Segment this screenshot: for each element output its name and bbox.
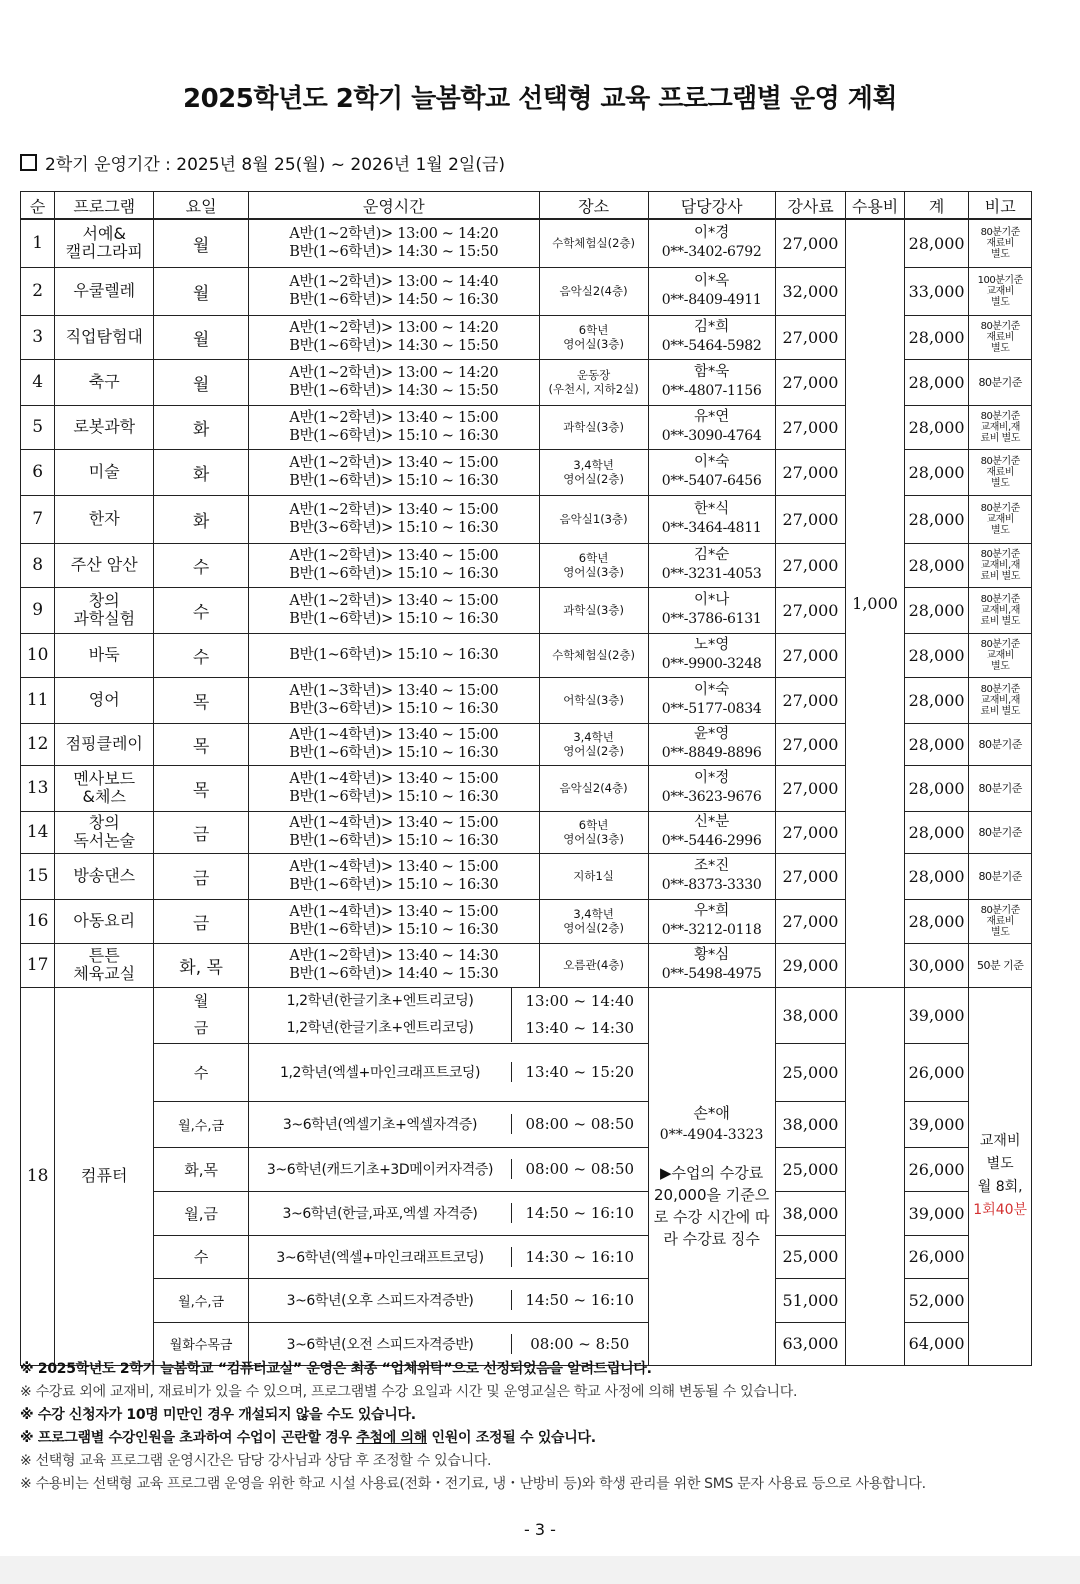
day-cell: 목 bbox=[154, 723, 249, 765]
teacher-cell bbox=[648, 267, 775, 315]
program-name: 영어 bbox=[55, 677, 154, 723]
row-number: 5 bbox=[21, 405, 55, 449]
note-cell: 80분기준 bbox=[969, 765, 1032, 811]
table-row bbox=[21, 987, 1032, 1043]
row-number: 18 bbox=[21, 987, 55, 1365]
day-cell: 월,수,금 bbox=[154, 1278, 249, 1322]
time-cell: A반(1~3학년)> 13:40 ~ 15:00 B반(3~6학년)> 15:10 ~ 16:30 bbox=[249, 677, 540, 723]
teacher-cell bbox=[648, 449, 775, 495]
header-cell: 프로그램 bbox=[55, 192, 154, 220]
program-name: 한자 bbox=[55, 495, 154, 543]
split-row bbox=[249, 1203, 648, 1223]
place-cell: 어학실(3층) bbox=[539, 677, 648, 723]
program-table bbox=[20, 191, 1032, 1366]
fee-cell: 27,000 bbox=[775, 723, 846, 765]
note-cell: 80분기준 교재비,재 료비 별도 bbox=[969, 587, 1032, 633]
row-number: 16 bbox=[21, 899, 55, 943]
time-cell: 08:00 ~ 08:50 bbox=[525, 1160, 635, 1178]
time-text: 13:00 ~ 14:40 bbox=[525, 992, 635, 1010]
footnotes bbox=[20, 1358, 1060, 1496]
day-cell: 월,금 bbox=[154, 1191, 249, 1235]
row-number: 6 bbox=[21, 449, 55, 495]
day-cell: 수 bbox=[154, 633, 249, 677]
day-cell: 화 bbox=[154, 449, 249, 495]
day-cell: 수 bbox=[154, 587, 249, 633]
note-text: 월 8회, bbox=[977, 1179, 1023, 1195]
note-cell: 80분기준 bbox=[969, 853, 1032, 899]
fee-cell: 27,000 bbox=[775, 359, 846, 405]
teacher-name: 이*숙 bbox=[693, 682, 730, 698]
teacher-phone: 0**-3231-4053 bbox=[661, 566, 762, 582]
fee-cell: 25,000 bbox=[775, 1043, 846, 1101]
teacher-cell bbox=[648, 219, 775, 267]
course-time-cell bbox=[249, 1101, 649, 1147]
teacher-note: ▶수업의 수강료 20,000을 기준으로 수강 시간에 따라 수강료 징수 bbox=[653, 1164, 770, 1248]
row-number: 3 bbox=[21, 315, 55, 359]
footnote: ※ 수강 신청자가 10명 미만인 경우 개설되지 않을 수도 있습니다. bbox=[20, 1407, 416, 1423]
day-cell: 월 bbox=[154, 219, 249, 267]
note-cell: 50분 기준 bbox=[969, 943, 1032, 987]
program-name: 주산 암산 bbox=[55, 543, 154, 587]
row-number: 9 bbox=[21, 587, 55, 633]
day-cell: 금 bbox=[154, 811, 249, 853]
note-cell: 80분기준 교재비,재 료비 별도 bbox=[969, 543, 1032, 587]
fee-cell: 27,000 bbox=[775, 495, 846, 543]
place-cell: 3,4학년 영어실(2층) bbox=[539, 723, 648, 765]
fee-cell: 27,000 bbox=[775, 899, 846, 943]
place-cell: 과학실(3층) bbox=[539, 405, 648, 449]
fee-cell: 27,000 bbox=[775, 853, 846, 899]
period-text: 2학기 운영기간 : 2025년 8월 25(월) ~ 2026년 1월 2일(금) bbox=[45, 155, 506, 175]
row-number: 11 bbox=[21, 677, 55, 723]
place-cell: 음악실2(4층) bbox=[539, 267, 648, 315]
fee-cell: 27,000 bbox=[775, 811, 846, 853]
teacher-phone: 0**-5446-2996 bbox=[661, 833, 762, 849]
course-time-cell bbox=[249, 1043, 649, 1101]
fee-cell: 27,000 bbox=[775, 219, 846, 267]
program-name: 튼튼 체육교실 bbox=[55, 943, 154, 987]
day-text: 월 bbox=[193, 992, 209, 1010]
split-row bbox=[249, 1247, 648, 1267]
time-cell: A반(1~2학년)> 13:40 ~ 15:00 B반(1~6학년)> 15:10 ~ 16:30 bbox=[249, 449, 540, 495]
course-time-cell bbox=[249, 1235, 649, 1278]
total-cell: 28,000 bbox=[904, 765, 969, 811]
split-table bbox=[249, 1290, 648, 1310]
footnote: ※ 선택형 교육 프로그램 운영시간은 담당 강사님과 상담 후 조정할 수 있습니다. bbox=[20, 1453, 492, 1469]
note-cell: 80분기준 재료비 별도 bbox=[969, 899, 1032, 943]
course-desc: 1,2학년(엑셀+마인크래프트코딩) bbox=[249, 1062, 512, 1082]
course-time-cell bbox=[249, 1147, 649, 1191]
teacher-cell bbox=[648, 677, 775, 723]
time-cell: A반(1~2학년)> 13:00 ~ 14:20 B반(1~6학년)> 14:30 ~ 15:50 bbox=[249, 315, 540, 359]
time-cell: A반(1~2학년)> 13:40 ~ 15:00 B반(1~6학년)> 15:10 ~ 16:30 bbox=[249, 405, 540, 449]
split-table bbox=[249, 1062, 648, 1082]
header-cell: 순 bbox=[21, 192, 55, 220]
place-cell: 3,4학년 영어실(2층) bbox=[539, 449, 648, 495]
teacher-name: 이*옥 bbox=[693, 273, 730, 289]
day-cell: 목 bbox=[154, 677, 249, 723]
day-cell: 목 bbox=[154, 765, 249, 811]
day-cell: 월,수,금 bbox=[154, 1101, 249, 1147]
split-table bbox=[249, 1203, 648, 1223]
course-desc: 3~6학년(오전 스피드자격증반) bbox=[249, 1334, 512, 1354]
split-row bbox=[249, 1334, 648, 1354]
split-table bbox=[249, 1159, 648, 1179]
row-number: 12 bbox=[21, 723, 55, 765]
time-text: 13:40 ~ 14:30 bbox=[525, 1019, 635, 1037]
time-cell: 08:00 ~ 8:50 bbox=[530, 1334, 630, 1353]
course-time-cell bbox=[249, 1278, 649, 1322]
header-cell: 강사료 bbox=[775, 192, 846, 220]
note-text-red: 1회40분 bbox=[973, 1202, 1028, 1218]
program-name: 직업탐험대 bbox=[55, 315, 154, 359]
program-name: 우쿨렐레 bbox=[55, 267, 154, 315]
total-cell: 28,000 bbox=[904, 811, 969, 853]
header-cell: 담당강사 bbox=[648, 192, 775, 220]
fee-cell: 32,000 bbox=[775, 267, 846, 315]
time-cell: A반(1~2학년)> 13:00 ~ 14:40 B반(1~6학년)> 14:50 ~ 16:30 bbox=[249, 267, 540, 315]
program-name: 서예& 캘리그라피 bbox=[55, 219, 154, 267]
note-cell: 80분기준 교재비 별도 bbox=[969, 633, 1032, 677]
place-cell: 6학년 영어실(3층) bbox=[539, 811, 648, 853]
time-cell: B반(1~6학년)> 15:10 ~ 16:30 bbox=[249, 633, 540, 677]
fee-cell: 25,000 bbox=[775, 1147, 846, 1191]
course-desc: 1,2학년(한글기초+엔트리코딩) bbox=[286, 1020, 474, 1036]
split-row bbox=[249, 988, 648, 1042]
header-cell: 운영시간 bbox=[249, 192, 540, 220]
split-row bbox=[249, 1114, 648, 1134]
program-name: 방송댄스 bbox=[55, 853, 154, 899]
operation-period bbox=[20, 150, 505, 175]
total-cell: 28,000 bbox=[904, 899, 969, 943]
page-title: 2025학년도 2학기 늘봄학교 선택형 교육 프로그램별 운영 계획 bbox=[183, 84, 897, 114]
fee-cell: 27,000 bbox=[775, 449, 846, 495]
time-cell: 14:50 ~ 16:10 bbox=[525, 1204, 635, 1222]
teacher-phone: 0**-9900-3248 bbox=[661, 656, 762, 672]
split-row bbox=[249, 1159, 648, 1179]
header-cell: 수용비 bbox=[846, 192, 905, 220]
place-cell: 지하1실 bbox=[539, 853, 648, 899]
time-cell: A반(1~2학년)> 13:40 ~ 14:30 B반(1~6학년)> 14:40 ~ 15:30 bbox=[249, 943, 540, 987]
course-desc: 3~6학년(한글,파포,엑셀 자격증) bbox=[249, 1203, 512, 1223]
footnote: ※ 수강료 외에 교재비, 재료비가 있을 수 있으며, 프로그램별 수강 요일과 시간 및 운영교실은 학교 사정에 의해 변동될 수 있습니다. bbox=[20, 1384, 798, 1400]
teacher-cell bbox=[648, 723, 775, 765]
header-cell: 장소 bbox=[539, 192, 648, 220]
total-cell: 39,000 bbox=[904, 1101, 969, 1147]
split-table bbox=[249, 1247, 648, 1267]
teacher-name: 한*식 bbox=[693, 501, 730, 517]
teacher-cell bbox=[648, 315, 775, 359]
split-table bbox=[249, 1114, 648, 1134]
teacher-name: 신*분 bbox=[693, 814, 730, 830]
total-cell: 28,000 bbox=[904, 449, 969, 495]
note-cell bbox=[969, 987, 1032, 1365]
teacher-cell bbox=[648, 943, 775, 987]
place-cell: 3,4학년 영어실(2층) bbox=[539, 899, 648, 943]
time-cell: A반(1~2학년)> 13:40 ~ 15:00 B반(3~6학년)> 15:10 ~ 16:30 bbox=[249, 495, 540, 543]
note-cell: 80분기준 교재비 별도 bbox=[969, 495, 1032, 543]
program-name: 미술 bbox=[55, 449, 154, 495]
time-cell: A반(1~4학년)> 13:40 ~ 15:00 B반(1~6학년)> 15:10 ~ 16:30 bbox=[249, 723, 540, 765]
fee-cell: 27,000 bbox=[775, 315, 846, 359]
total-cell: 28,000 bbox=[904, 359, 969, 405]
page-number: - 3 - bbox=[524, 1520, 556, 1539]
fee-cell: 27,000 bbox=[775, 765, 846, 811]
course-desc: 3~6학년(엑셀+마인크래프트코딩) bbox=[249, 1247, 512, 1267]
teacher-cell bbox=[648, 987, 775, 1365]
fee-cell: 38,000 bbox=[775, 1101, 846, 1147]
teacher-name: 우*희 bbox=[693, 903, 730, 919]
time-cell: A반(1~2학년)> 13:00 ~ 14:20 B반(1~6학년)> 14:30 ~ 15:50 bbox=[249, 219, 540, 267]
teacher-phone: 0**-5464-5982 bbox=[661, 338, 762, 354]
teacher-name: 이*숙 bbox=[693, 454, 730, 470]
total-cell: 39,000 bbox=[904, 987, 969, 1043]
day-text: 금 bbox=[193, 1019, 209, 1037]
teacher-phone: 0**-3402-6792 bbox=[661, 244, 762, 261]
teacher-cell bbox=[648, 765, 775, 811]
note-cell: 80분기준 bbox=[969, 811, 1032, 853]
footnote: ※ 프로그램별 수강인원을 초과하여 수업이 곤란할 경우 추첨에 의해 인원이 조정될 수 있습니다. bbox=[20, 1430, 596, 1446]
teacher-phone: 0**-3212-0118 bbox=[661, 922, 762, 938]
teacher-phone: 0**-8409-4911 bbox=[661, 292, 762, 308]
time-cell: A반(1~4학년)> 13:40 ~ 15:00 B반(1~6학년)> 15:10 ~ 16:30 bbox=[249, 765, 540, 811]
teacher-cell bbox=[648, 633, 775, 677]
day-cell: 금 bbox=[154, 899, 249, 943]
teacher-cell bbox=[648, 543, 775, 587]
note-cell: 80분기준 bbox=[969, 723, 1032, 765]
teacher-name: 김*희 bbox=[693, 319, 730, 335]
course-desc: 1,2학년(한글기초+엔트리코딩) bbox=[286, 993, 474, 1009]
teacher-name: 윤*영 bbox=[693, 726, 730, 742]
time-cell: 14:50 ~ 16:10 bbox=[525, 1291, 635, 1309]
teacher-phone: 0**-5498-4975 bbox=[661, 966, 762, 982]
teacher-phone: 0**-5177-0834 bbox=[661, 701, 762, 717]
note-cell: 80분기준 재료비 별도 bbox=[969, 449, 1032, 495]
time-cell: 13:40 ~ 15:20 bbox=[525, 1063, 635, 1081]
program-name: 아동요리 bbox=[55, 899, 154, 943]
course-desc: 3~6학년(오후 스피드자격증반) bbox=[249, 1290, 512, 1310]
teacher-name: 조*진 bbox=[693, 858, 730, 874]
footnote: ※ 2025학년도 2학기 늘봄학교 “컴퓨터교실” 운영은 최종 “업체위탁”으로 선정되었음을 알려드립니다. bbox=[20, 1361, 652, 1377]
teacher-cell bbox=[648, 853, 775, 899]
teacher-name: 이*나 bbox=[693, 592, 730, 608]
teacher-cell bbox=[648, 359, 775, 405]
teacher-cell bbox=[648, 811, 775, 853]
course-time-cell bbox=[249, 987, 649, 1043]
fee-cell: 38,000 bbox=[775, 987, 846, 1043]
teacher-phone: 0**-4807-1156 bbox=[661, 383, 762, 399]
total-cell: 26,000 bbox=[904, 1235, 969, 1278]
time-cell: 08:00 ~ 08:50 bbox=[525, 1115, 635, 1133]
course-desc: 3~6학년(엑셀기초+엑셀자격증) bbox=[249, 1114, 512, 1134]
teacher-phone: 0**-8373-3330 bbox=[661, 877, 762, 893]
teacher-phone: 0**-8849-8896 bbox=[661, 745, 762, 761]
day-cell: 화,목 bbox=[154, 1147, 249, 1191]
time-cell: A반(1~2학년)> 13:40 ~ 15:00 B반(1~6학년)> 15:10 ~ 16:30 bbox=[249, 587, 540, 633]
teacher-phone: 0**-3464-4811 bbox=[661, 520, 762, 536]
table-header-row bbox=[21, 192, 1032, 220]
day-cell: 화 bbox=[154, 495, 249, 543]
teacher-name: 이*경 bbox=[693, 225, 730, 242]
row-number: 15 bbox=[21, 853, 55, 899]
place-cell: 6학년 영어실(3층) bbox=[539, 315, 648, 359]
course-time-cell bbox=[249, 1191, 649, 1235]
row-number: 10 bbox=[21, 633, 55, 677]
teacher-phone: 0**-3623-9676 bbox=[661, 789, 762, 805]
total-cell: 28,000 bbox=[904, 405, 969, 449]
day-cell bbox=[154, 987, 249, 1043]
total-cell: 26,000 bbox=[904, 1147, 969, 1191]
program-name: 창의 독서논술 bbox=[55, 811, 154, 853]
time-cell bbox=[512, 988, 648, 1042]
fee-cell: 29,000 bbox=[775, 943, 846, 987]
row-number: 7 bbox=[21, 495, 55, 543]
day-cell: 수 bbox=[154, 1043, 249, 1101]
header-cell: 계 bbox=[904, 192, 969, 220]
time-cell: A반(1~4학년)> 13:40 ~ 15:00 B반(1~6학년)> 15:10 ~ 16:30 bbox=[249, 853, 540, 899]
place-cell: 6학년 영어실(3층) bbox=[539, 543, 648, 587]
day-cell: 화, 목 bbox=[154, 943, 249, 987]
day-cell: 수 bbox=[154, 543, 249, 587]
total-cell: 28,000 bbox=[904, 723, 969, 765]
fee-cell: 27,000 bbox=[775, 405, 846, 449]
day-cell: 월 bbox=[154, 267, 249, 315]
total-cell: 28,000 bbox=[904, 495, 969, 543]
supply-fee-cell: 1,000 bbox=[846, 219, 905, 987]
note-cell: 80분기준 재료비 별도 bbox=[969, 315, 1032, 359]
fee-cell: 25,000 bbox=[775, 1235, 846, 1278]
fee-cell: 27,000 bbox=[775, 677, 846, 723]
total-cell: 28,000 bbox=[904, 853, 969, 899]
total-cell: 28,000 bbox=[904, 543, 969, 587]
teacher-name: 이*정 bbox=[693, 770, 730, 786]
note-text: 교재비 별도 bbox=[979, 1133, 1021, 1172]
row-number: 8 bbox=[21, 543, 55, 587]
teacher-cell bbox=[648, 899, 775, 943]
footnote: ※ 수용비는 선택형 교육 프로그램 운영을 위한 학교 시설 사용료(전화・전기료, 냉・난방비 등)와 학생 관리를 위한 SMS 문자 사용료 등으로 사용합니다. bbox=[20, 1476, 926, 1492]
fee-cell: 38,000 bbox=[775, 1191, 846, 1235]
fee-cell: 63,000 bbox=[775, 1322, 846, 1365]
teacher-phone: 0**-5407-6456 bbox=[661, 473, 762, 489]
teacher-cell bbox=[648, 587, 775, 633]
fee-cell: 27,000 bbox=[775, 543, 846, 587]
program-name: 로봇과학 bbox=[55, 405, 154, 449]
total-cell: 26,000 bbox=[904, 1043, 969, 1101]
fee-cell: 27,000 bbox=[775, 633, 846, 677]
place-cell: 음악실1(3층) bbox=[539, 495, 648, 543]
day-cell: 화 bbox=[154, 405, 249, 449]
header-cell: 요일 bbox=[154, 192, 249, 220]
course-desc-cell bbox=[249, 988, 512, 1042]
program-name: 축구 bbox=[55, 359, 154, 405]
place-cell: 운동장 (우천시, 지하2실) bbox=[539, 359, 648, 405]
teacher-name: 함*욱 bbox=[693, 364, 730, 380]
program-name: 창의 과학실험 bbox=[55, 587, 154, 633]
total-cell: 33,000 bbox=[904, 267, 969, 315]
time-cell: A반(1~2학년)> 13:00 ~ 14:20 B반(1~6학년)> 14:30 ~ 15:50 bbox=[249, 359, 540, 405]
total-cell: 28,000 bbox=[904, 633, 969, 677]
teacher-phone: 0**-3786-6131 bbox=[661, 611, 762, 627]
teacher-name: 노*영 bbox=[693, 637, 730, 653]
teacher-name: 김*순 bbox=[693, 547, 730, 563]
place-cell: 수학체험실(2층) bbox=[539, 219, 648, 267]
row-number: 2 bbox=[21, 267, 55, 315]
supply-fee-cell bbox=[846, 987, 905, 1365]
program-name: 멘사보드 &체스 bbox=[55, 765, 154, 811]
teacher-name: 유*연 bbox=[693, 409, 730, 425]
program-name: 바둑 bbox=[55, 633, 154, 677]
teacher-cell bbox=[648, 495, 775, 543]
note-cell: 80분기준 교재비,재 료비 별도 bbox=[969, 405, 1032, 449]
note-cell: 100분기준 교재비 별도 bbox=[969, 267, 1032, 315]
total-cell: 28,000 bbox=[904, 677, 969, 723]
total-cell: 28,000 bbox=[904, 587, 969, 633]
time-cell: A반(1~4학년)> 13:40 ~ 15:00 B반(1~6학년)> 15:10 ~ 16:30 bbox=[249, 899, 540, 943]
row-number: 13 bbox=[21, 765, 55, 811]
split-row bbox=[249, 1290, 648, 1310]
day-cell: 월 bbox=[154, 359, 249, 405]
note-cell: 80분기준 교재비,재 료비 별도 bbox=[969, 677, 1032, 723]
place-cell: 수학체험실(2층) bbox=[539, 633, 648, 677]
note-cell: 80분기준 재료비 별도 bbox=[969, 219, 1032, 267]
program-name: 컴퓨터 bbox=[55, 987, 154, 1365]
header-cell: 비고 bbox=[969, 192, 1032, 220]
total-cell: 28,000 bbox=[904, 219, 969, 267]
total-cell: 30,000 bbox=[904, 943, 969, 987]
total-cell: 28,000 bbox=[904, 315, 969, 359]
teacher-phone: 0**-4904-3323 bbox=[659, 1127, 764, 1143]
course-desc: 3~6학년(캐드기초+3D메이커자격증) bbox=[249, 1159, 512, 1179]
row-number: 1 bbox=[21, 219, 55, 267]
day-cell: 월 bbox=[154, 315, 249, 359]
time-cell: A반(1~4학년)> 13:40 ~ 15:00 B반(1~6학년)> 15:10 ~ 16:30 bbox=[249, 811, 540, 853]
total-cell: 52,000 bbox=[904, 1278, 969, 1322]
viewer-bottom-bar bbox=[0, 1556, 1080, 1584]
teacher-name: 손*애 bbox=[693, 1104, 730, 1122]
row-number: 4 bbox=[21, 359, 55, 405]
place-cell: 오름관(4층) bbox=[539, 943, 648, 987]
day-cell: 월화수목금 bbox=[154, 1322, 249, 1365]
total-cell: 39,000 bbox=[904, 1191, 969, 1235]
place-cell: 과학실(3층) bbox=[539, 587, 648, 633]
total-cell: 64,000 bbox=[904, 1322, 969, 1365]
teacher-cell bbox=[648, 405, 775, 449]
day-cell: 금 bbox=[154, 853, 249, 899]
split-row bbox=[249, 1062, 648, 1082]
place-cell: 음악실2(4층) bbox=[539, 765, 648, 811]
time-cell: A반(1~2학년)> 13:40 ~ 15:00 B반(1~6학년)> 15:10 ~ 16:30 bbox=[249, 543, 540, 587]
table-row bbox=[21, 219, 1032, 267]
split-table bbox=[249, 1334, 648, 1354]
teacher-phone: 0**-3090-4764 bbox=[661, 428, 762, 444]
program-name: 점핑클레이 bbox=[55, 723, 154, 765]
teacher-name: 황*심 bbox=[693, 947, 730, 963]
fee-cell: 51,000 bbox=[775, 1278, 846, 1322]
note-cell: 80분기준 bbox=[969, 359, 1032, 405]
split-table bbox=[249, 988, 648, 1042]
day-cell: 수 bbox=[154, 1235, 249, 1278]
fee-cell: 27,000 bbox=[775, 587, 846, 633]
time-cell: 14:30 ~ 16:10 bbox=[525, 1247, 635, 1266]
row-number: 14 bbox=[21, 811, 55, 853]
checkbox-square-icon bbox=[20, 154, 37, 171]
row-number: 17 bbox=[21, 943, 55, 987]
